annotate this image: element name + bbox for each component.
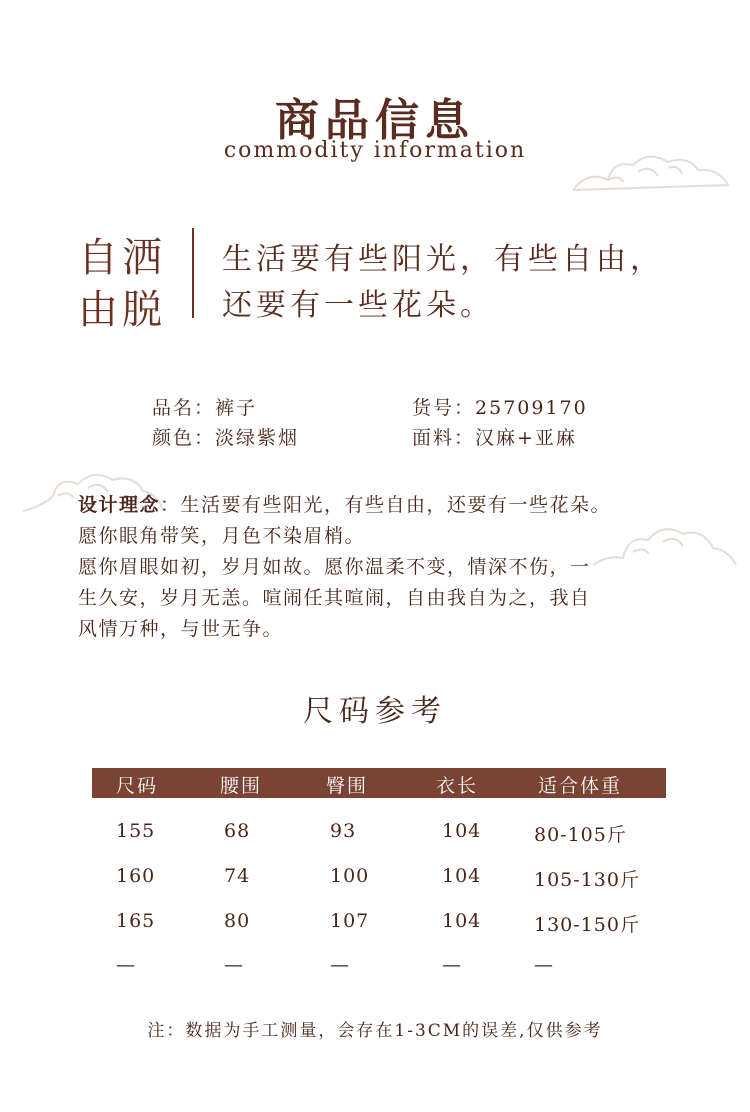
cell-waist: 68 (224, 820, 251, 842)
cell-waist: 74 (224, 865, 251, 887)
cell-hip: — (330, 954, 350, 976)
product-code (412, 393, 588, 420)
cell-length: — (442, 954, 462, 976)
slogan-line-1: 生活要有些阳光，有些自由， (222, 242, 664, 277)
design-concept (78, 490, 718, 645)
product-name-value: 裤子 (215, 397, 258, 419)
table-row (92, 865, 666, 895)
product-color-label: 颜色： (152, 427, 216, 449)
cell-size: — (116, 954, 136, 976)
concept-line-2: 愿你眼角带笑，月色不染眉梢。 (78, 525, 366, 547)
product-name-label: 品名： (152, 397, 216, 419)
concept-line-4: 生久安，岁月无恙。喧闹任其喧闹，自由我自为之，我自 (78, 587, 591, 609)
header-length: 衣长 (436, 775, 479, 797)
brand-line-2: 由脱 (78, 287, 166, 333)
cell-hip: 107 (330, 910, 370, 932)
cell-waist: — (224, 954, 244, 976)
cell-size: 155 (116, 820, 156, 842)
product-color-value: 淡绿紫烟 (215, 427, 300, 449)
cell-hip: 100 (330, 865, 370, 887)
header-weight: 适合体重 (538, 775, 623, 797)
product-code-label: 货号： (412, 397, 476, 419)
concept-colon: ： (160, 494, 181, 516)
cell-weight: 80-105斤 (534, 824, 627, 846)
table-row (92, 820, 666, 850)
product-name (152, 393, 257, 420)
cell-size: 160 (116, 865, 156, 887)
product-fabric-label: 面料： (412, 427, 476, 449)
product-fabric (412, 423, 577, 450)
product-color (152, 423, 299, 450)
page-title: 商品信息 (275, 95, 475, 146)
table-row (92, 910, 666, 940)
cell-weight: 130-150斤 (534, 914, 640, 936)
measurement-note: 注：数据为手工测量，会存在1-3CM的误差,仅供参考 (147, 1021, 603, 1041)
slogan-line-2: 还要有一些花朵。 (222, 288, 494, 323)
product-code-value: 25709170 (475, 397, 588, 419)
cell-length: 104 (442, 820, 482, 842)
header-waist: 腰围 (220, 775, 263, 797)
table-row (92, 954, 666, 984)
cell-weight: 105-130斤 (534, 869, 640, 891)
cell-length: 104 (442, 910, 482, 932)
concept-line-1: 生活要有些阳光，有些自由，还要有一些花朵。 (180, 494, 612, 516)
brand-divider (192, 228, 194, 318)
cloud-decoration-icon (568, 150, 738, 200)
size-table-header (92, 768, 666, 798)
cell-length: 104 (442, 865, 482, 887)
cell-hip: 93 (330, 820, 357, 842)
concept-line-3: 愿你眉眼如初，岁月如故。愿你温柔不变，情深不伤，一 (78, 556, 591, 578)
concept-line-5: 风情万种，与世无争。 (78, 618, 284, 640)
cell-size: 165 (116, 910, 156, 932)
header-size: 尺码 (116, 775, 159, 797)
cell-weight: — (534, 954, 554, 976)
size-chart-title: 尺码参考 (303, 694, 447, 729)
concept-label: 设计理念 (78, 494, 161, 516)
header-hip: 臀围 (326, 775, 369, 797)
cell-waist: 80 (224, 910, 251, 932)
page-subtitle: commodity information (223, 138, 527, 163)
product-fabric-value: 汉麻+亚麻 (475, 427, 577, 449)
brand-line-1: 自洒 (78, 235, 166, 281)
